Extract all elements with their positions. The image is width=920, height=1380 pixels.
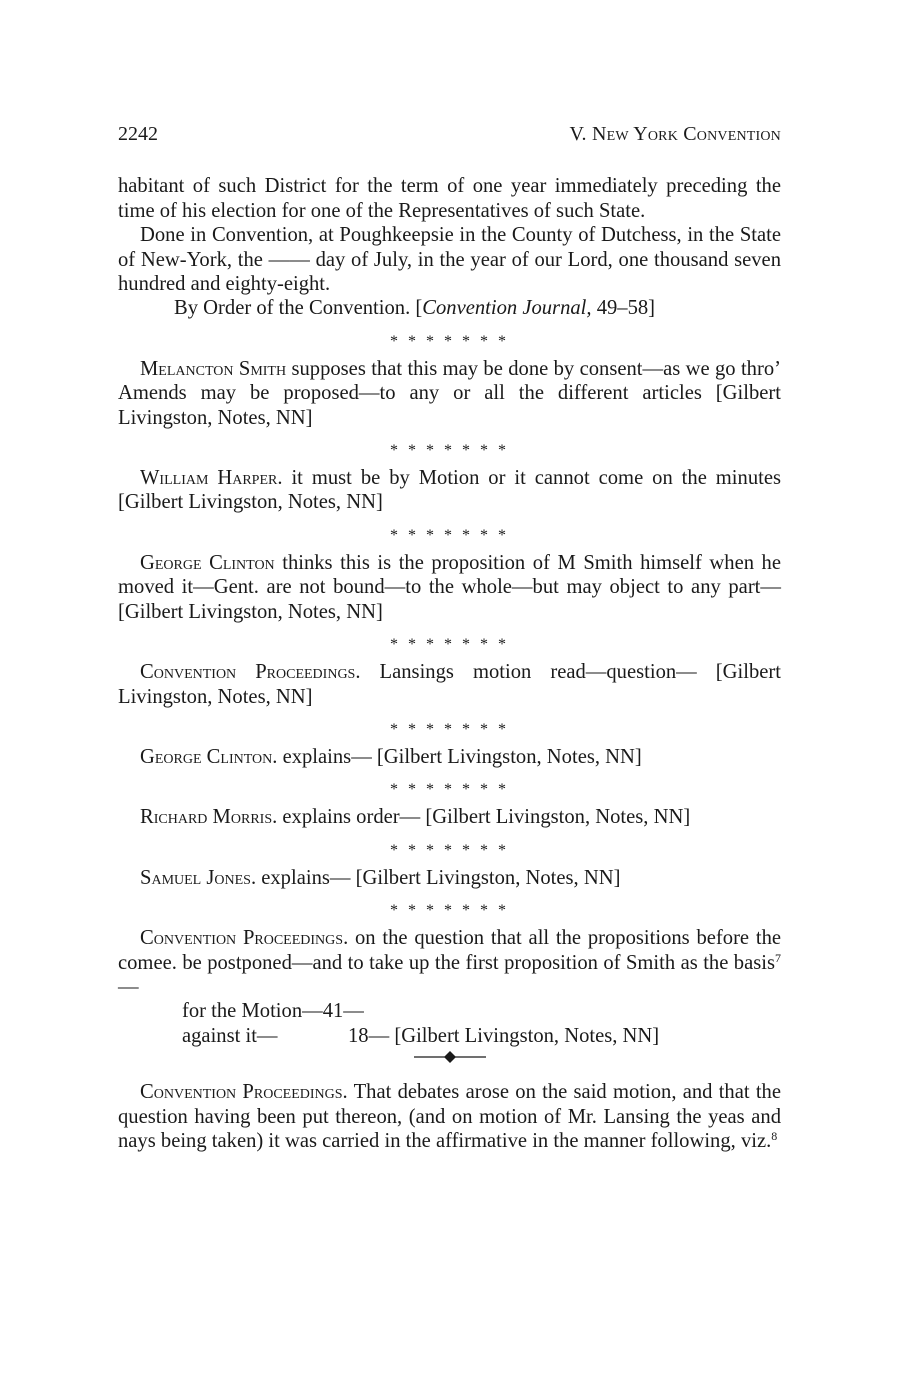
paragraph: habitant of such District for the term of one year immediately preceding the time of his election for one of the Representatives of such State. xyxy=(118,175,781,222)
star-separator: * * * * * * * xyxy=(390,332,509,350)
speaker-name: George Clinton xyxy=(140,551,275,574)
paragraph: Done in Convention, at Poughkeepsie in the County of Dutchess, in the State of New-York, the —— day of July, in the year of our Lord, one thousand seven hundred and eighty-eight. xyxy=(118,224,781,296)
star-separator: * * * * * * * xyxy=(390,526,509,544)
star-separator: * * * * * * * xyxy=(390,442,509,460)
star-separator: * * * * * * * xyxy=(390,841,509,859)
by-order-line: By Order of the Convention. [Convention Journal, 49–58] xyxy=(174,297,656,320)
document-page xyxy=(118,122,781,1153)
vote-against-label: against it— xyxy=(182,1024,278,1047)
running-head: V. New York Convention xyxy=(569,123,781,145)
speaker-name: William Harper xyxy=(140,467,278,490)
paragraph: Samuel Jones. explains— [Gilbert Livingston, Notes, NN] xyxy=(140,866,621,889)
page-number: 2242 xyxy=(118,123,158,145)
page-header xyxy=(118,122,781,146)
diamond-rule-icon xyxy=(414,1048,486,1066)
speaker-name: George Clinton xyxy=(140,745,273,768)
paragraph: Melancton Smith supposes that this may be done by consent—as we go thro’ Amends may be proposed—to any or all the different articles [Gilbert Livingston, Notes, NN] xyxy=(118,357,781,429)
paragraph: Convention Proceedings. Lansings motion read—question— [Gilbert Livingston, Notes, NN] xyxy=(118,661,781,708)
speaker-name: Convention Proceedings xyxy=(140,927,344,950)
speaker-name: Convention Proceedings xyxy=(140,661,356,684)
speaker-name: Melancton Smith xyxy=(140,357,287,380)
speaker-name: Richard Morris xyxy=(140,806,273,829)
speaker-name: Convention Proceedings xyxy=(140,1081,343,1104)
paragraph: George Clinton. explains— [Gilbert Livingston, Notes, NN] xyxy=(140,745,642,768)
paragraph: Richard Morris. explains order— [Gilbert Livingston, Notes, NN] xyxy=(140,806,691,829)
diamond-rule-separator xyxy=(118,1048,781,1068)
footnote-marker: 7 xyxy=(775,950,781,965)
paragraph: Convention Proceedings. on the question that all the propositions before the comee. be postponed—and to take up the first proposition of Smith as the basis$^7$— xyxy=(118,927,782,998)
star-separator: * * * * * * * xyxy=(390,720,509,738)
citation: Convention Journal, xyxy=(422,297,592,320)
star-separator: * * * * * * * xyxy=(390,781,509,799)
footnote-marker: 8 xyxy=(771,1128,778,1143)
star-separator: * * * * * * * xyxy=(390,902,509,920)
paragraph: George Clinton thinks this is the proposition of M Smith himself when he moved it—Gent. are not bound—to the whole—but may object to any part— [Gilbert Livingston, Notes, NN] xyxy=(118,551,781,623)
star-separator: * * * * * * * xyxy=(390,636,509,654)
paragraph: William Harper. it must be by Motion or it cannot come on the minutes [Gilbert Livingston, Notes, NN] xyxy=(118,467,781,514)
vote-for-line: for the Motion—41— xyxy=(182,1000,364,1023)
speaker-name: Samuel Jones xyxy=(140,866,251,889)
vote-against-line xyxy=(118,1024,781,1048)
paragraph: Convention Proceedings. That debates arose on the said motion, and that the question having been put thereon, (and on motion of Mr. Lansing the yeas and nays being taken) it was carried in the affirmative in the manner following, viz.$^8$ xyxy=(118,1081,781,1152)
vote-against-value: 18— [Gilbert Livingston, Notes, NN] xyxy=(348,1024,660,1047)
